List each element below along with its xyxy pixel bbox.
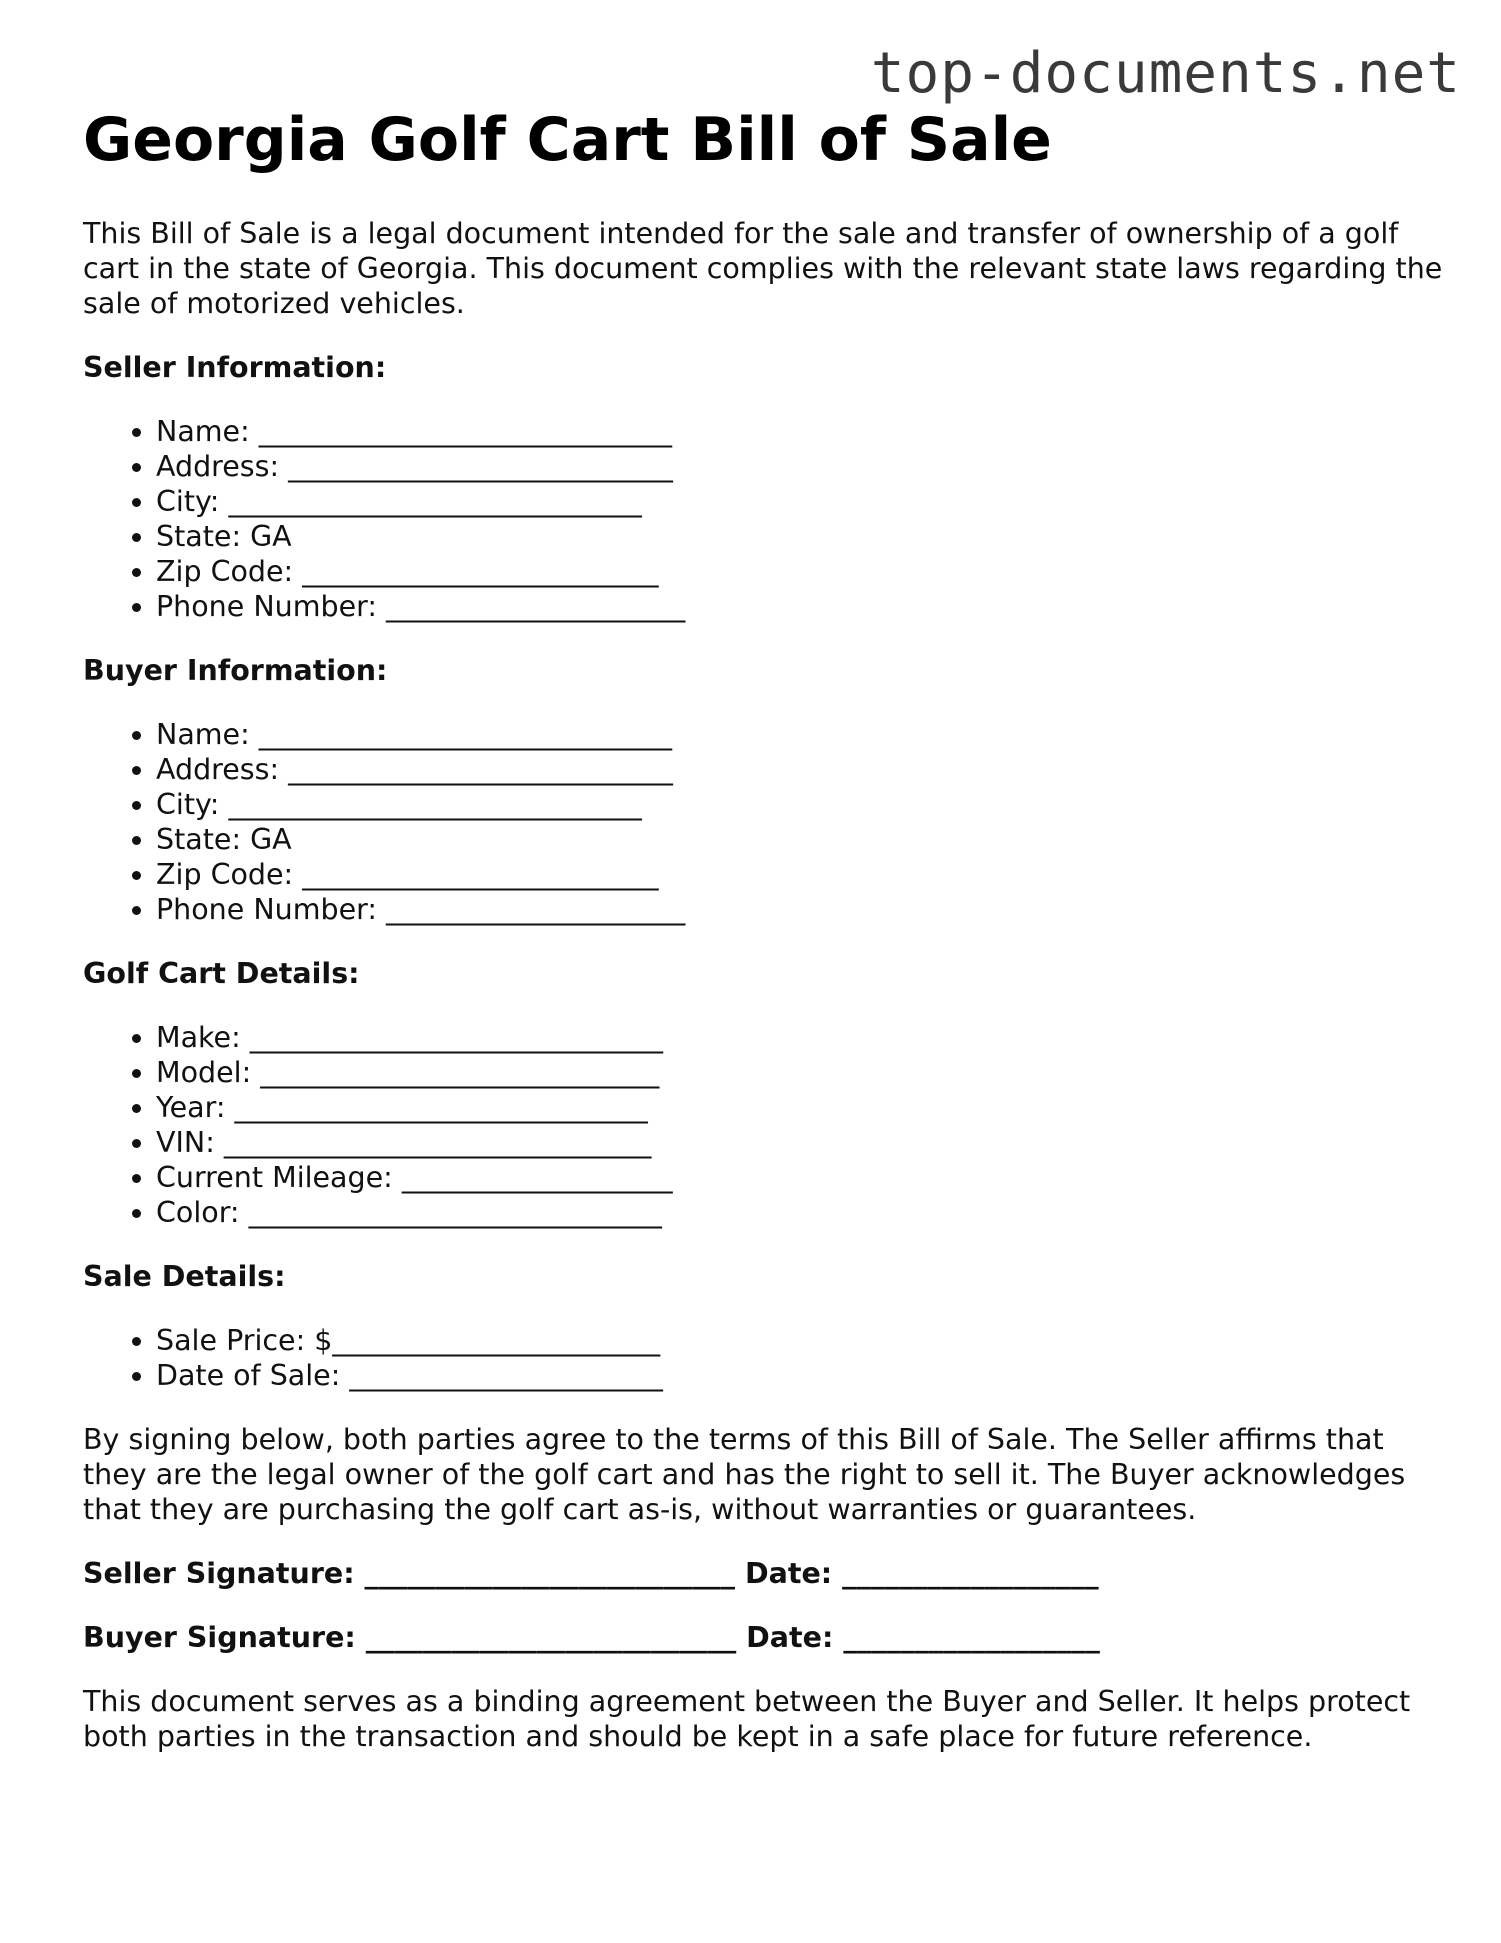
cart-mileage-field[interactable]: • Current Mileage: ___________________ [156, 1160, 1443, 1195]
buyer-information-list [83, 717, 1443, 927]
sale-price-field[interactable]: • Sale Price: $_______________________ [156, 1323, 1443, 1358]
intro-paragraph: This Bill of Sale is a legal document intended for the sale and transfer of ownership of a golf cart in the state of Georgia. This document complies with the relevant state laws regarding the sale of motorized vehicles. [83, 217, 1443, 320]
seller-phone-field[interactable]: • Phone Number: _____________________ [156, 589, 1443, 624]
seller-address-field[interactable]: • Address: ___________________________ [156, 449, 1443, 484]
cart-color-field[interactable]: • Color: _____________________________ [156, 1195, 1443, 1230]
footer-paragraph: This document serves as a binding agreement between the Buyer and Seller. It helps protect both parties in the transaction and should be kept in a safe place for future reference. [83, 1685, 1411, 1753]
sale-date-field[interactable]: • Date of Sale: ______________________ [156, 1358, 1443, 1393]
agreement-paragraph: By signing below, both parties agree to the terms of this Bill of Sale. The Seller affirms that they are the legal owner of the golf cart and has the right to sell it. The Buyer acknowledges that they are purchasing the golf cart as-is, without warranties or guarantees. [83, 1423, 1406, 1526]
golf-cart-details-heading: Golf Cart Details: [83, 957, 360, 990]
document-title: Georgia Golf Cart Bill of Sale [83, 105, 1052, 175]
document-page [83, 104, 1443, 1754]
cart-model-field[interactable]: • Model: ____________________________ [156, 1055, 1443, 1090]
sale-details-list [83, 1323, 1443, 1393]
buyer-phone-field[interactable]: • Phone Number: _____________________ [156, 892, 1443, 927]
cart-year-field[interactable]: • Year: _____________________________ [156, 1090, 1443, 1125]
seller-information-heading: Seller Information: [83, 351, 387, 384]
seller-zip-field[interactable]: • Zip Code: _________________________ [156, 554, 1443, 589]
cart-vin-field[interactable]: • VIN: ______________________________ [156, 1125, 1443, 1160]
seller-city-field[interactable]: • City: _____________________________ [156, 484, 1443, 519]
buyer-zip-field[interactable]: • Zip Code: _________________________ [156, 857, 1443, 892]
cart-make-field[interactable]: • Make: _____________________________ [156, 1020, 1443, 1055]
seller-state-field: • State: GA [156, 519, 1443, 554]
buyer-address-field[interactable]: • Address: ___________________________ [156, 752, 1443, 787]
buyer-state-field: • State: GA [156, 822, 1443, 857]
seller-information-list [83, 414, 1443, 624]
seller-name-field[interactable]: • Name: _____________________________ [156, 414, 1443, 449]
buyer-signature-line[interactable]: Buyer Signature: __________________________ Date: __________________ [83, 1621, 1100, 1654]
golf-cart-details-list [83, 1020, 1443, 1230]
sale-details-heading: Sale Details: [83, 1260, 286, 1293]
watermark: top-documents.net [870, 41, 1461, 106]
buyer-information-heading: Buyer Information: [83, 654, 388, 687]
seller-signature-line[interactable]: Seller Signature: __________________________ Date: __________________ [83, 1557, 1099, 1590]
buyer-city-field[interactable]: • City: _____________________________ [156, 787, 1443, 822]
buyer-name-field[interactable]: • Name: _____________________________ [156, 717, 1443, 752]
